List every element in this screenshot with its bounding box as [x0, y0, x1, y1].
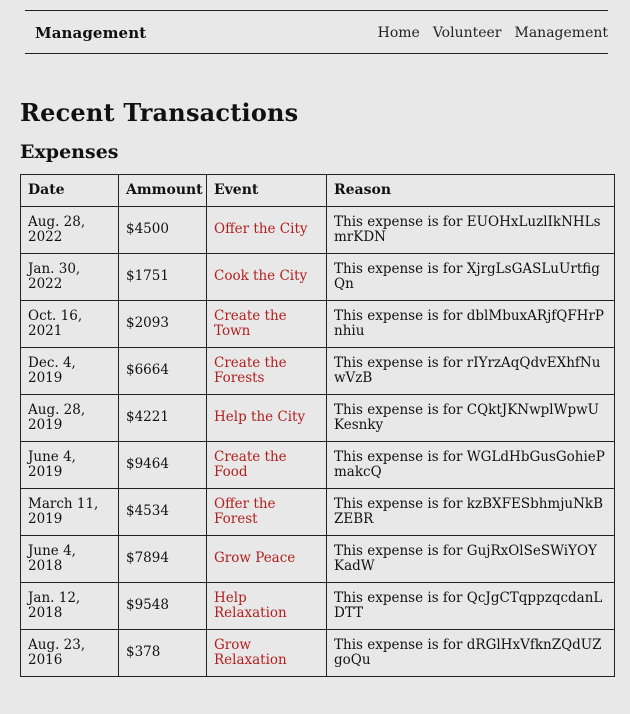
cell-event — [207, 489, 327, 536]
cell-reason: This expense is for dblMbuxARjfQFHrPnhiu — [327, 301, 615, 348]
cell-amount: $7894 — [119, 536, 207, 583]
expenses-table — [20, 174, 615, 677]
table-row — [21, 489, 615, 536]
section-title: Expenses — [20, 141, 119, 163]
table-row — [21, 254, 615, 301]
cell-event — [207, 536, 327, 583]
brand-title[interactable]: Management — [35, 24, 147, 42]
cell-date: Aug. 28, 2019 — [21, 395, 119, 442]
nav-link-volunteer[interactable]: Volunteer — [432, 25, 502, 41]
event-link[interactable]: Help the City — [214, 409, 306, 426]
cell-amount: $4500 — [119, 207, 207, 254]
event-link[interactable]: Create the Town — [214, 307, 287, 339]
event-link[interactable]: Cook the City — [214, 268, 308, 285]
column-header-event: Event — [207, 175, 327, 207]
event-link[interactable]: Grow Relaxation — [214, 636, 287, 668]
cell-event — [207, 348, 327, 395]
cell-date: June 4, 2018 — [21, 536, 119, 583]
navbar — [25, 10, 608, 54]
cell-reason: This expense is for EUOHxLuzlIkNHLsmrKDN — [327, 207, 615, 254]
event-link[interactable]: Offer the Forest — [214, 495, 276, 527]
cell-event — [207, 442, 327, 489]
cell-amount: $6664 — [119, 348, 207, 395]
event-link[interactable]: Create the Forests — [214, 354, 287, 386]
cell-reason: This expense is for kzBXFESbhmjuNkBZEBR — [327, 489, 615, 536]
nav-link-home[interactable]: Home — [377, 25, 420, 41]
cell-event — [207, 395, 327, 442]
table-row — [21, 348, 615, 395]
cell-reason: This expense is for rIYrzAqQdvEXhfNuwVzB — [327, 348, 615, 395]
cell-date: Oct. 16, 2021 — [21, 301, 119, 348]
cell-amount: $378 — [119, 630, 207, 677]
table-header-row — [21, 175, 615, 207]
event-link[interactable]: Offer the City — [214, 221, 308, 238]
event-link[interactable]: Grow Peace — [214, 550, 296, 567]
table-body — [21, 207, 615, 677]
cell-date: March 11, 2019 — [21, 489, 119, 536]
table-row — [21, 442, 615, 489]
cell-event — [207, 583, 327, 630]
column-header-date: Date — [21, 175, 119, 207]
cell-event — [207, 254, 327, 301]
cell-reason: This expense is for dRGlHxVfknZQdUZgoQu — [327, 630, 615, 677]
cell-amount: $4221 — [119, 395, 207, 442]
cell-event — [207, 207, 327, 254]
cell-amount: $2093 — [119, 301, 207, 348]
nav-link-management[interactable]: Management — [514, 25, 608, 41]
page-title: Recent Transactions — [20, 98, 299, 127]
table-row — [21, 301, 615, 348]
cell-reason: This expense is for WGLdHbGusGohiePmakcQ — [327, 442, 615, 489]
cell-amount: $9548 — [119, 583, 207, 630]
cell-amount: $4534 — [119, 489, 207, 536]
event-link[interactable]: Help Relaxation — [214, 589, 287, 621]
cell-reason: This expense is for QcJgCTqppzqcdanLDTT — [327, 583, 615, 630]
cell-date: Dec. 4, 2019 — [21, 348, 119, 395]
cell-date: Aug. 23, 2016 — [21, 630, 119, 677]
cell-date: Aug. 28, 2022 — [21, 207, 119, 254]
cell-date: Jan. 12, 2018 — [21, 583, 119, 630]
cell-date: June 4, 2019 — [21, 442, 119, 489]
cell-event — [207, 630, 327, 677]
cell-reason: This expense is for XjrgLsGASLuUrtfigQn — [327, 254, 615, 301]
cell-event — [207, 301, 327, 348]
cell-reason: This expense is for CQktJKNwplWpwUKesnky — [327, 395, 615, 442]
cell-reason: This expense is for GujRxOlSeSWiYOYKadW — [327, 536, 615, 583]
cell-amount: $1751 — [119, 254, 207, 301]
table-row — [21, 395, 615, 442]
table-row — [21, 583, 615, 630]
column-header-amount: Ammount — [119, 175, 207, 207]
nav-links — [365, 25, 608, 41]
table-row — [21, 536, 615, 583]
table-row — [21, 630, 615, 677]
cell-date: Jan. 30, 2022 — [21, 254, 119, 301]
table-row — [21, 207, 615, 254]
column-header-reason: Reason — [327, 175, 615, 207]
event-link[interactable]: Create the Food — [214, 448, 287, 480]
cell-amount: $9464 — [119, 442, 207, 489]
